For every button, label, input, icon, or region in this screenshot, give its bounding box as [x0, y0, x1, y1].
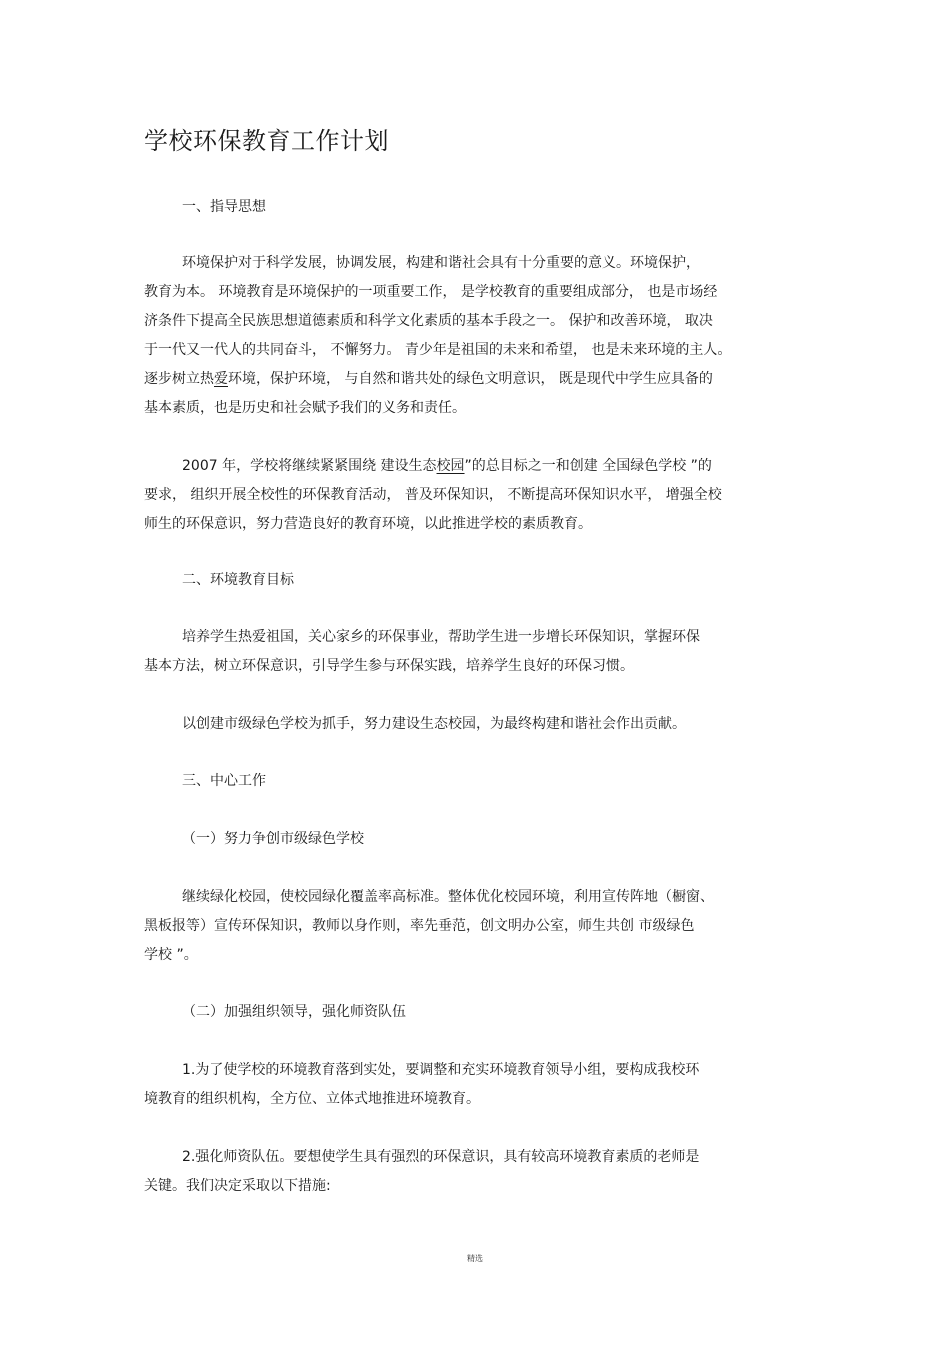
section-heading-3: 三、中心工作	[182, 773, 266, 789]
text-segment: ”的总目标之一和创建 全国绿色学校 ”的	[464, 458, 712, 474]
paragraph-education-goals	[144, 623, 814, 681]
paragraph-teacher-team	[144, 1143, 814, 1201]
text-line: 关键。我们决定采取以下措施:	[144, 1178, 331, 1194]
text-segment: 2007 年，学校将继续紧紧围绕 建设生态	[182, 458, 437, 474]
text-segment: 环境，保护环境， 与自然和谐共处的绿色文明意识， 既是现代中学生应具备的	[228, 371, 713, 387]
text-line: 培养学生热爱祖国，关心家乡的环保事业，帮助学生进一步增长环保知识，掌握环保	[182, 629, 700, 645]
text-line: 2.强化师资队伍。要想使学生具有强烈的环保意识，具有较高环境教育素质的老师是	[182, 1149, 700, 1165]
paragraph-leadership	[144, 1056, 814, 1114]
section-heading-1: 一、指导思想	[182, 199, 266, 215]
text-line: 于一代又一代人的共同奋斗， 不懈努力。 青少年是祖国的未来和希望， 也是未来环境的主人。	[144, 342, 732, 358]
underlined-text: 爱	[214, 371, 228, 387]
text-line: 基本方法，树立环保意识，引导学生参与环保实践，培养学生良好的环保习惯。	[144, 658, 634, 674]
text-line: 境教育的组织机构，全方位、立体式地推进环境教育。	[144, 1091, 480, 1107]
text-line: 继续绿化校园，使校园绿化覆盖率高标准。整体优化校园环境，利用宣传阵地（橱窗、	[182, 889, 714, 905]
text-segment: 逐步树立热	[144, 371, 214, 387]
page-title: 学校环保教育工作计划	[144, 127, 389, 155]
paragraph-greening-campus	[144, 883, 814, 970]
text-line: 环境保护对于科学发展，协调发展，构建和谐社会具有十分重要的意义。环境保护，	[182, 255, 700, 271]
text-line: 学校 ”。	[144, 947, 198, 963]
text-line: 基本素质，也是历史和社会赋予我们的义务和责任。	[144, 400, 466, 416]
text-line: 教育为本。 环境教育是环境保护的一项重要工作， 是学校教育的重要组成部分， 也是市场经	[144, 284, 718, 300]
page-footer: 精选	[467, 1254, 483, 1263]
underlined-text: 校园	[436, 458, 465, 474]
text-line: 师生的环保意识，努力营造良好的教育环境，以此推进学校的素质教育。	[144, 516, 592, 532]
text-line	[144, 452, 814, 481]
subsection-heading-1: （一）努力争创市级绿色学校	[182, 831, 364, 847]
text-line: 黑板报等）宣传环保知识，教师以身作则，率先垂范，创文明办公室，师生共创 市级绿色	[144, 918, 695, 934]
paragraph-2007-plan	[144, 452, 814, 539]
paragraph-green-school: 以创建市级绿色学校为抓手，努力建设生态校园，为最终构建和谐社会作出贡献。	[182, 716, 686, 732]
text-line: 济条件下提高全民族思想道德素质和科学文化素质的基本手段之一。 保护和改善环境， 取决	[144, 313, 713, 329]
text-line: 1.为了使学校的环境教育落到实处，要调整和充实环境教育领导小组，要构成我校环	[182, 1062, 700, 1078]
paragraph-guiding-thought	[144, 249, 814, 423]
subsection-heading-2: （二）加强组织领导，强化师资队伍	[182, 1004, 406, 1020]
text-line: 要求， 组织开展全校性的环保教育活动， 普及环保知识， 不断提高环保知识水平， 增强全校	[144, 487, 722, 503]
section-heading-2: 二、环境教育目标	[182, 572, 294, 588]
text-line	[144, 365, 814, 394]
